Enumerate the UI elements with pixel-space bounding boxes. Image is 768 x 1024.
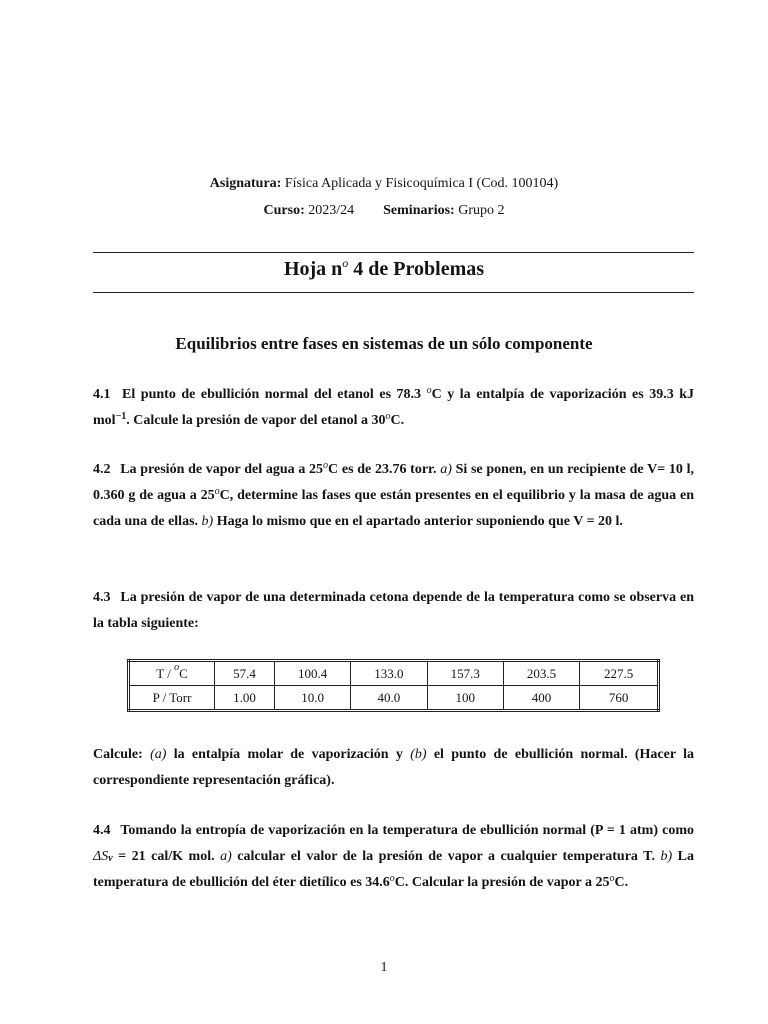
seminarios-label: Seminarios: — [383, 203, 455, 218]
problem-text: Tomando la entropía de vaporización en la temperatura de ebullición normal (P = 1 atm) como — [120, 823, 694, 838]
problem-text: La presión de vapor del agua a 25 — [120, 462, 324, 477]
page-number: 1 — [380, 960, 388, 975]
curso-label: Curso: — [263, 203, 305, 218]
problem-text: Calcule: — [93, 747, 151, 762]
asignatura-label: Asignatura: — [209, 176, 282, 191]
part-marker: a) — [220, 849, 232, 864]
problem-text: el punto de ebullición normal. (Hacer la correspondiente representación gráfica). — [93, 747, 695, 788]
table-cell: 40.0 — [351, 686, 427, 711]
part-marker: a) — [440, 462, 452, 477]
curso-value: 2023/24 — [308, 203, 355, 218]
exponent-sup: −1 — [115, 411, 127, 422]
problem-text: C y la entalpía de vaporización es 39.3 kJ mol — [93, 387, 695, 428]
degree-sup: o — [609, 873, 615, 884]
problem-text: Si se ponen, en un recipiente de V= 10 l, 0.360 g de agua a 25 — [93, 462, 695, 503]
problem-text: C es de 23.76 torr. — [328, 462, 441, 477]
problem-number: 4.1 — [93, 387, 111, 402]
row-header: P / Torr — [129, 686, 215, 711]
entropy-subscript: v — [108, 853, 113, 864]
bottom-rule — [93, 292, 694, 293]
problem-4-2 — [93, 457, 694, 535]
table-cell: 100.4 — [274, 661, 350, 686]
problem-number: 4.2 — [93, 462, 111, 477]
section-title: Equilibrios entre fases en sistemas de un sólo componente — [175, 334, 593, 353]
table-cell: 227.5 — [580, 661, 659, 686]
part-marker: b) — [201, 514, 214, 529]
title-sup: o — [342, 256, 349, 270]
course-line — [0, 202, 768, 220]
problem-text: calcular el valor de la presión de vapor a cualquier temperatura T. — [231, 849, 661, 864]
problem-4-3-calc — [93, 742, 694, 794]
problem-text: = 21 cal/K mol. — [112, 849, 221, 864]
problem-text: C, determine las fases que están presentes en el equilibrio y la masa de agua en cada una de ellas. — [93, 488, 694, 529]
problem-text: la entalpía molar de vaporización y — [166, 747, 411, 762]
table-cell: 203.5 — [503, 661, 579, 686]
problem-4-1 — [93, 382, 694, 434]
problem-number: 4.4 — [93, 823, 111, 838]
course-header — [0, 175, 768, 220]
problem-4-4 — [93, 818, 694, 896]
title-post: 4 de Problemas — [348, 258, 485, 280]
problem-text: La temperatura de ebullición del éter dietílico es 34.6 — [93, 849, 694, 890]
row-header: T / $^o$C — [129, 661, 215, 686]
part-marker: (a) — [150, 747, 167, 762]
degree-sup: o — [214, 486, 220, 497]
problem-text: Haga lo mismo que en el apartado anterior suponiendo que V = 20 l. — [213, 514, 623, 529]
vapor-pressure-table — [127, 659, 660, 712]
table-cell: 100 — [427, 686, 503, 711]
table-cell: 133.0 — [351, 661, 427, 686]
degree-sup: o — [385, 411, 391, 422]
page-title — [0, 258, 768, 281]
part-marker: (b) — [410, 747, 427, 762]
degree-sup: o — [323, 460, 329, 471]
seminarios-value: Grupo 2 — [458, 203, 505, 218]
subject-line — [0, 175, 768, 193]
table-cell: 1.00 — [215, 686, 275, 711]
degree-sup: o — [426, 385, 432, 396]
problem-text: C. — [390, 413, 405, 428]
problem-text: . Calcule la presión de vapor del etanol a 30 — [126, 413, 386, 428]
table-cell: 157.3 — [427, 661, 503, 686]
problem-4-3 — [93, 585, 694, 637]
table-cell: 57.4 — [215, 661, 275, 686]
table-row — [129, 661, 659, 686]
problem-text: C. Calcular la presión de vapor a 25 — [394, 875, 610, 890]
table-cell: 760 — [580, 686, 659, 711]
top-rule — [93, 252, 694, 253]
asignatura-value: Física Aplicada y Fisicoquímica I (Cod. 100104) — [284, 176, 559, 191]
degree-sup: o — [389, 873, 395, 884]
problem-text: La presión de vapor de una determinada cetona depende de la temperatura como se observa en la tabla siguiente: — [93, 590, 695, 631]
entropy-symbol: ΔS — [93, 849, 109, 864]
table-row — [129, 686, 659, 711]
table-cell: 10.0 — [274, 686, 350, 711]
part-marker: b) — [660, 849, 673, 864]
table-cell: 400 — [503, 686, 579, 711]
problem-number: 4.3 — [93, 590, 111, 605]
title-pre: Hoja n — [283, 258, 343, 280]
problem-text: C. — [614, 875, 629, 890]
problem-text: El punto de ebullición normal del etanol es 78.3 — [122, 387, 427, 402]
